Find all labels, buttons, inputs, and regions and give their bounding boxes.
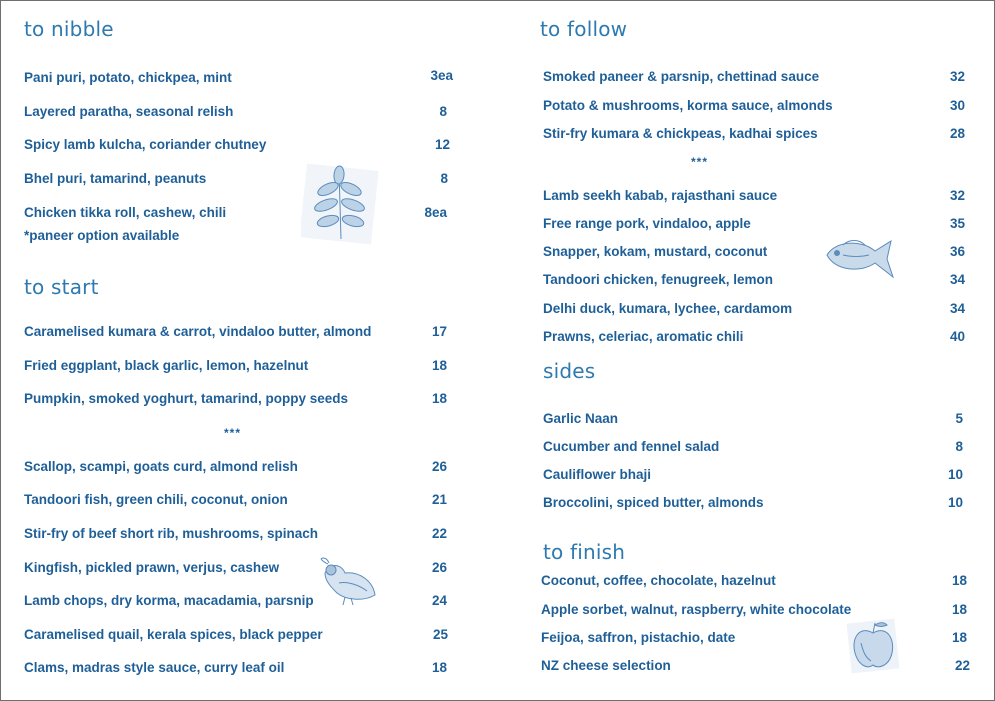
menu-item-price: 10 bbox=[947, 495, 963, 510]
menu-item-name: Pani puri, potato, chickpea, mint bbox=[24, 70, 232, 85]
menu-item-name: Bhel puri, tamarind, peanuts bbox=[24, 171, 207, 186]
menu-item-price: 32 bbox=[949, 188, 965, 203]
menu-item-name: Cauliflower bhaji bbox=[543, 467, 652, 482]
menu-item-name: Delhi duck, kumara, lychee, cardamom bbox=[543, 301, 793, 316]
menu-item-price: 8 bbox=[955, 439, 963, 454]
menu-item-price: 18 bbox=[431, 391, 447, 406]
menu-item-price: 17 bbox=[431, 324, 447, 339]
menu-item-price: 24 bbox=[431, 593, 447, 608]
menu-item-name: Stir-fry of beef short rib, mushrooms, spinach bbox=[24, 526, 319, 541]
menu-item-price: 3ea bbox=[430, 68, 453, 83]
menu-item-price: 10 bbox=[947, 467, 963, 482]
menu-item-name: Kingfish, pickled prawn, verjus, cashew bbox=[24, 560, 280, 575]
menu-item-name: Smoked paneer & parsnip, chettinad sauce bbox=[543, 69, 820, 84]
menu-item-price: 18 bbox=[951, 630, 967, 645]
menu-item-price: 22 bbox=[954, 658, 970, 673]
menu-item-price: 34 bbox=[949, 272, 965, 287]
apple-illustration bbox=[845, 615, 901, 675]
heading-to-nibble: to nibble bbox=[24, 17, 114, 41]
menu-item-name: Layered paratha, seasonal relish bbox=[24, 104, 234, 119]
menu-item-price: 25 bbox=[432, 627, 448, 642]
menu-item-price: 34 bbox=[949, 301, 965, 316]
menu-item-name: Cucumber and fennel salad bbox=[543, 439, 720, 454]
menu-item-name: Lamb seekh kabab, rajasthani sauce bbox=[543, 188, 778, 203]
section-separator: *** bbox=[691, 155, 709, 169]
menu-item-name: Apple sorbet, walnut, raspberry, white chocolate bbox=[541, 602, 852, 617]
heading-to-start: to start bbox=[24, 275, 99, 299]
menu-item-price: 18 bbox=[431, 358, 447, 373]
menu-item-name: NZ cheese selection bbox=[541, 658, 671, 673]
menu-item-name: Fried eggplant, black garlic, lemon, hazelnut bbox=[24, 358, 309, 373]
leaf-illustration bbox=[301, 163, 379, 245]
menu-item-name: Clams, madras style sauce, curry leaf oil bbox=[24, 660, 285, 675]
menu-item-price: 18 bbox=[431, 660, 447, 675]
menu-item-price: 21 bbox=[431, 492, 447, 507]
menu-item-name: Stir-fry kumara & chickpeas, kadhai spices bbox=[543, 126, 818, 141]
menu-item-name: Lamb chops, dry korma, macadamia, parsnip bbox=[24, 593, 314, 608]
fish-illustration bbox=[821, 233, 895, 281]
menu-item-name: Garlic Naan bbox=[543, 411, 619, 426]
menu-item-name: Feijoa, saffron, pistachio, date bbox=[541, 630, 736, 645]
section-separator: *** bbox=[224, 426, 242, 440]
menu-item-price: 32 bbox=[949, 69, 965, 84]
menu-item-name: Tandoori chicken, fenugreek, lemon bbox=[543, 272, 774, 287]
heading-sides: sides bbox=[543, 359, 596, 383]
menu-item-name: Scallop, scampi, goats curd, almond relish bbox=[24, 459, 298, 474]
menu-item-name: Tandoori fish, green chili, coconut, onion bbox=[24, 492, 288, 507]
menu-item-name: Caramelised quail, kerala spices, black pepper bbox=[24, 627, 323, 642]
menu-item-name: Free range pork, vindaloo, apple bbox=[543, 216, 751, 231]
menu-item-price: 22 bbox=[431, 526, 447, 541]
menu-item-name: Spicy lamb kulcha, coriander chutney bbox=[24, 137, 267, 152]
quail-illustration bbox=[315, 553, 381, 609]
menu-item-name: Pumpkin, smoked yoghurt, tamarind, poppy seeds bbox=[24, 391, 349, 406]
menu-item-name: Chicken tikka roll, cashew, chili bbox=[24, 205, 227, 220]
menu-item-price: 8 bbox=[439, 104, 447, 119]
menu-item-price: 26 bbox=[431, 459, 447, 474]
menu-item-name: Caramelised kumara & carrot, vindaloo butter, almond bbox=[24, 324, 372, 339]
menu-item-price: 26 bbox=[431, 560, 447, 575]
menu-item-price: 36 bbox=[949, 244, 965, 259]
menu-item-price: 18 bbox=[951, 602, 967, 617]
menu-item-price: 12 bbox=[434, 137, 450, 152]
heading-to-follow: to follow bbox=[540, 17, 628, 41]
menu-item-price: 30 bbox=[949, 98, 965, 113]
menu-item-name: Broccolini, spiced butter, almonds bbox=[543, 495, 764, 510]
menu-item-name: Prawns, celeriac, aromatic chili bbox=[543, 329, 744, 344]
menu-item-price: 8 bbox=[440, 171, 448, 186]
menu-item-price: 28 bbox=[949, 126, 965, 141]
menu-item-name: Coconut, coffee, chocolate, hazelnut bbox=[541, 573, 776, 588]
menu-item-price: 5 bbox=[955, 411, 963, 426]
menu-item-name: Potato & mushrooms, korma sauce, almonds bbox=[543, 98, 833, 113]
menu-item-price: 18 bbox=[951, 573, 967, 588]
menu-item-name: Snapper, kokam, mustard, coconut bbox=[543, 244, 768, 259]
menu-note: *paneer option available bbox=[24, 228, 180, 243]
menu-item-price: 40 bbox=[949, 329, 965, 344]
menu-item-price: 8ea bbox=[424, 205, 447, 220]
heading-to-finish: to finish bbox=[543, 540, 626, 564]
menu-item-price: 35 bbox=[949, 216, 965, 231]
